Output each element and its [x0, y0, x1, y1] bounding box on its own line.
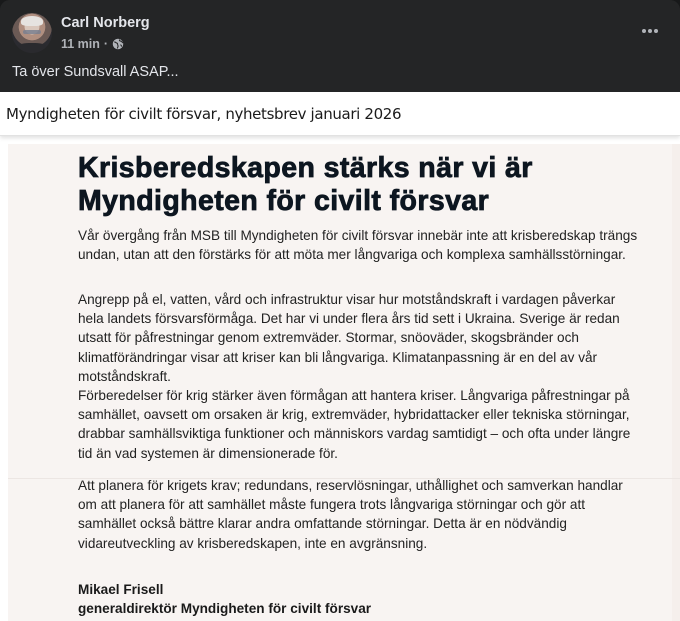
newsletter-article — [8, 144, 680, 621]
post-timestamp[interactable]: 11 min — [61, 37, 100, 51]
more-horizontal-icon-dot — [654, 29, 658, 33]
article-signature — [78, 580, 638, 618]
article-paragraph: Förberedelser för krig stärker även förmågan att hantera kriser. Långvariga påfrestningar på samhället, oavsett om orsaken är krig, extremväder, hybridattacker eller tekniska störningar, drabbar samhällsviktiga funktioner och människors vardag samtidigt – och ofta under längre tid än vad systemen är dimensionerade för. — [78, 388, 631, 461]
globe-icon[interactable] — [112, 38, 124, 50]
post-text: Ta över Sundsvall ASAP... — [12, 64, 179, 80]
author-name[interactable]: Carl Norberg — [61, 15, 150, 31]
more-options-button[interactable] — [634, 20, 666, 42]
more-horizontal-icon-dot — [648, 29, 652, 33]
more-horizontal-icon-dot — [642, 29, 646, 33]
meta-separator: · — [103, 37, 109, 51]
article-paragraph: Vår övergång från MSB till Myndigheten för civilt försvar innebär inte att krisberedskap trängs undan, utan att den förstärks för att möta mer långvariga och komplexa samhällsstörningar. — [78, 228, 638, 263]
shared-image[interactable] — [0, 92, 680, 621]
signature-name: Mikael Frisell — [78, 582, 164, 597]
post-header — [0, 0, 680, 92]
newsletter-title: Myndigheten för civilt försvar, nyhetsbrev januari 2026 — [6, 105, 402, 123]
article-paragraph: Att planera för krigets krav; redundans, reservlösningar, uthållighet och samverkan handlar om att planera för att samhället måste fungera trots långvariga störningar och gör att samhället också bättre klarar andra omfattande störningar. Detta är en nödvändig vidareutveckling av krisberedskapen, inte en avgränsning. — [78, 478, 623, 551]
newsletter-title-bar — [0, 92, 680, 136]
article-edge — [672, 144, 680, 621]
post-meta — [61, 36, 124, 52]
article-paragraph: Angrepp på el, vatten, vård och infrastruktur visar hur motståndskraft i vardagen påverkar hela landets försvarsförmåga. Det har vi under flera års tid sett i Ukraina. Sverige är redan utsatt för påfrestningar genom extremväder. Stormar, snöoväder, skogsbränder och klimatförändringar visar att kriser kan bli långvariga. Klimatanpassning är en del av vår motståndskraft. — [78, 292, 620, 384]
signature-title: generaldirektör Myndigheten för civilt försvar — [78, 601, 372, 617]
author-avatar[interactable] — [12, 13, 52, 53]
article-headline: Krisberedskapen stärks när vi är Myndigheten för civilt försvar — [78, 152, 533, 217]
avatar-shirt — [16, 43, 48, 53]
avatar-hair — [21, 16, 43, 26]
avatar-glasses — [23, 30, 41, 34]
